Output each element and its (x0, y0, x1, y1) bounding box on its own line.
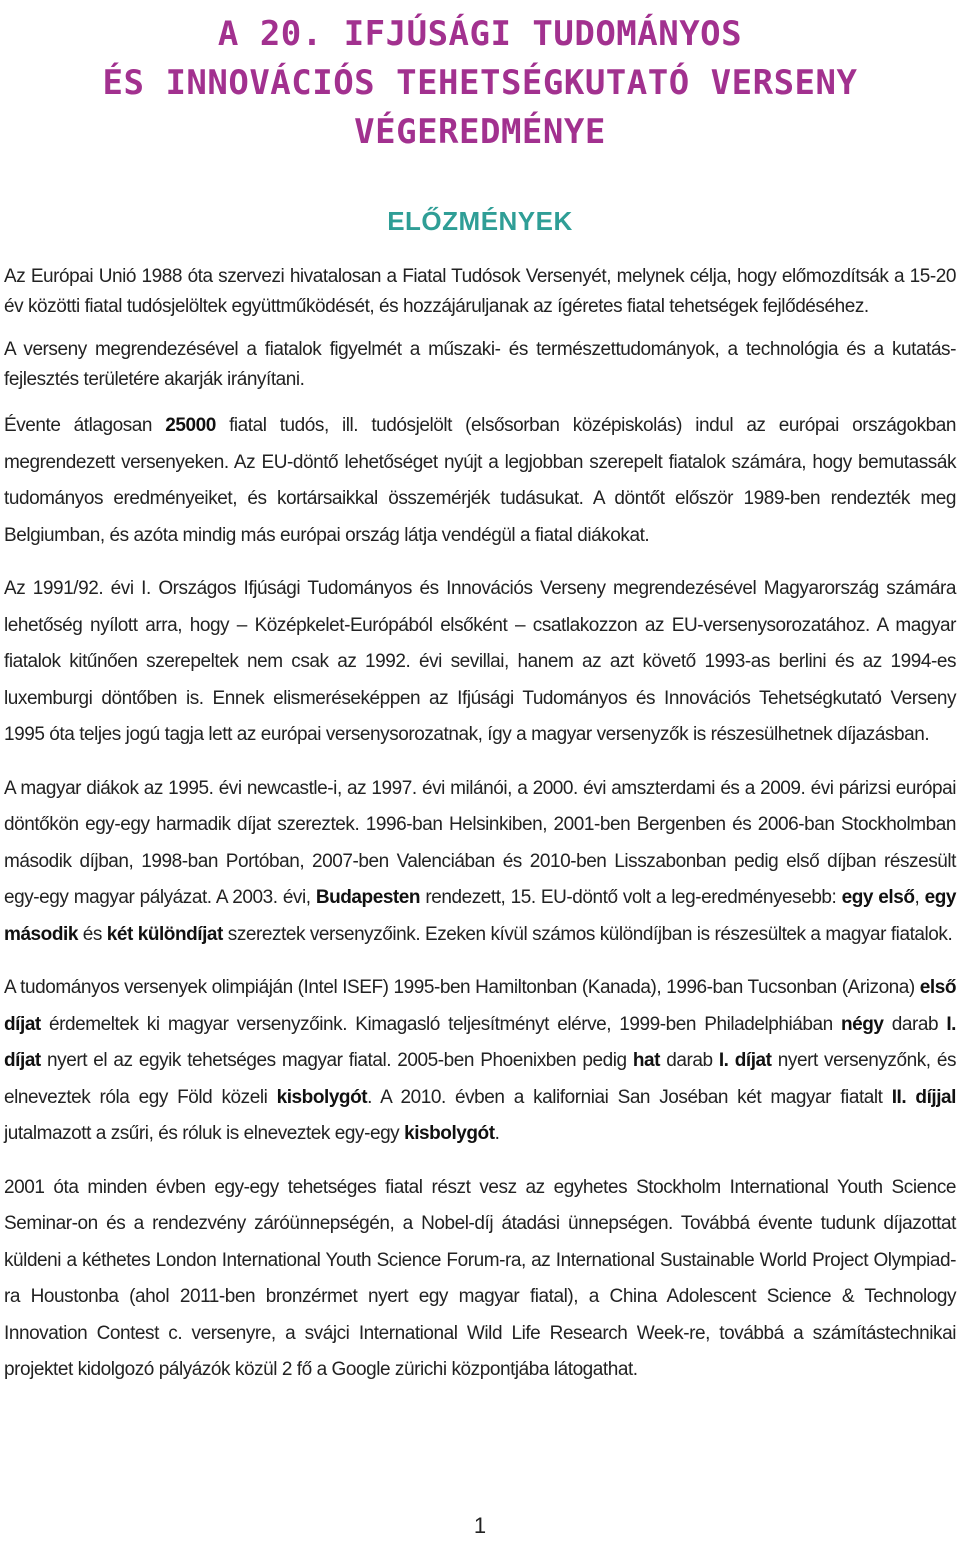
bold-text: kisbolygót (276, 1086, 368, 1108)
text-span: érdemeltek ki magyar versenyzőink. Kimagasló teljesítményt elérve, 1999-ben Philadelphiában (40, 1013, 841, 1035)
text-span: darab (883, 1013, 947, 1035)
paragraph-7: 2001 óta minden évben egy-egy tehetséges fiatal részt vesz az egyhetes Stockholm International Youth Science Seminar-on és a rendezvény záróünnepségén, a Nobel-díj átadási ünnepségen. Továbbá évente tudunk díjazottat küldeni a kéthetes London International Youth Science Forum-ra, az International Sustainable World Project Olympiad-ra Houstonba (ahol 2011-ben bronzérmet nyert egy magyar fiatal), a China Adolescent Science & Technology Innovation Contest c. versenyre, a svájci International Wild Life Research Week-re, továbbá a számítástechnikai projektet kidolgozó pályázók közül 2 fő a Google zürichi központjába látogathat. (4, 1176, 956, 1380)
text-span: rendezett, 15. EU-döntő volt a leg-eredményesebb: (420, 887, 842, 908)
section-heading: ELŐZMÉNYEK (387, 206, 573, 236)
bold-text: négy (840, 1013, 884, 1035)
title-line-3: VÉGEREDMÉNYE (354, 112, 606, 152)
text-span: . A 2010. évben a kaliforniai San Joséban két magyar fiatalt (367, 1086, 892, 1108)
text-span: A magyar diákok az 1995. évi newcastle-i, az 1997. évi milánói, a 2000. évi amszterdami és a 2009. évi párizsi európai döntőkön egy-egy harmadik díjat szereztek. 1996-ban Helsinkiben, 2001-ben Bergenben és 2006-ban Stockholmban második díjban, 1998-ban Portóban, 2007-ben Valenciában és 2010-ben Lisszabonban pedig első díjban részesült egy-egy magyar pályázat. A 2003. évi, (4, 777, 956, 908)
bold-text: II. díjjal (891, 1086, 957, 1108)
text-span: nyert el az egyik tehetséges magyar fiatal. 2005-ben Phoenixben pedig (40, 1050, 633, 1071)
bold-text: hat (632, 1050, 660, 1071)
title-line-2: ÉS INNOVÁCIÓS TEHETSÉGKUTATÓ VERSENY (102, 63, 858, 103)
text-span: . (494, 1123, 500, 1144)
text-span: jutalmazott a zsűri, és róluk is elneveztek egy-egy (4, 1123, 405, 1144)
bold-text: első díjat (4, 977, 956, 1035)
text-span: A tudományos versenyek olimpiáján (Intel ISEF) 1995-ben Hamiltonban (Kanada), 1996-ban Tucsonban (Arizona) (4, 977, 920, 998)
page-title (4, 10, 956, 157)
bold-text: egy második (4, 887, 956, 945)
paragraph-3 (4, 408, 956, 554)
text-span: Évente átlagosan (4, 415, 166, 436)
text-span: nyert versenyzőnk, és elneveztek róla egy Föld közeli (4, 1050, 956, 1108)
text-span: és (77, 923, 107, 945)
text-span: , (914, 887, 925, 908)
paragraph-5 (4, 771, 956, 954)
bold-text: két különdíjat (106, 923, 223, 945)
bold-text: Budapesten (315, 887, 421, 908)
text-span: darab (660, 1050, 719, 1071)
bold-text: I. díjat (718, 1050, 772, 1071)
bold-text: I. díjat (4, 1013, 956, 1071)
text-span: fiatal tudós, ill. tudósjelölt (elsősorban középiskolás) indul az európai országokban megrendezett versenyeken. Az EU-döntő lehetőséget nyújt a legjobban szerepelt fiatalok számára, hogy bemutassák tudományos eredményeiket, és kortársaikkal összemérjék tudásukat. A döntőt először 1989-ben rendezték meg Belgiumban, és azóta mindig más európai ország látja vendégül a fiatal diákokat. (4, 415, 956, 546)
bold-text: egy első (841, 887, 915, 908)
bold-text: kisbolygót (404, 1123, 495, 1144)
body-text (4, 262, 956, 1389)
bold-text: 25000 (165, 415, 216, 436)
page-number: 1 (473, 1513, 487, 1538)
paragraph-6 (4, 970, 956, 1153)
paragraph-2: A verseny megrendezésével a fiatalok figyelmét a műszaki- és természettudományok, a technológia és a kutatás-fejlesztés területére akarják irányítani. (4, 339, 956, 390)
text-span: szereztek versenyzőink. Ezeken kívül számos különdíjban is részesültek a magyar fiatalok. (222, 923, 953, 945)
paragraph-1: Az Európai Unió 1988 óta szervezi hivatalosan a Fiatal Tudósok Versenyét, melynek célja, hogy előmozdítsák a 15-20 év közötti fiatal tudósjelöltek együttműködését, és hozzájáruljanak az ígéretes fiatal tehetségek fejlődéséhez. (4, 266, 956, 317)
paragraph-4: Az 1991/92. évi I. Országos Ifjúsági Tudományos és Innovációs Verseny megrendezésével Magyarország számára lehetőség nyílott arra, hogy – Középkelet-Európából elsőként – csatlakozzon az EU-versenysorozatához. A magyar fiatalok kitűnően szerepeltek nem csak az 1992. évi sevillai, hanem az azt követő 1993-as berlini és az 1994-es luxemburgi döntőben is. Ennek elismeréseképpen az Ifjúsági Tudományos és Innovációs Tehetségkutató Verseny 1995 óta teljes jogú tagja lett az európai versenysorozatnak, így a magyar versenyzők is részesülhetnek díjazásban. (4, 578, 956, 745)
title-line-1: A 20. IFJÚSÁGI TUDOMÁNYOS (217, 14, 743, 54)
intro-block (4, 262, 956, 394)
